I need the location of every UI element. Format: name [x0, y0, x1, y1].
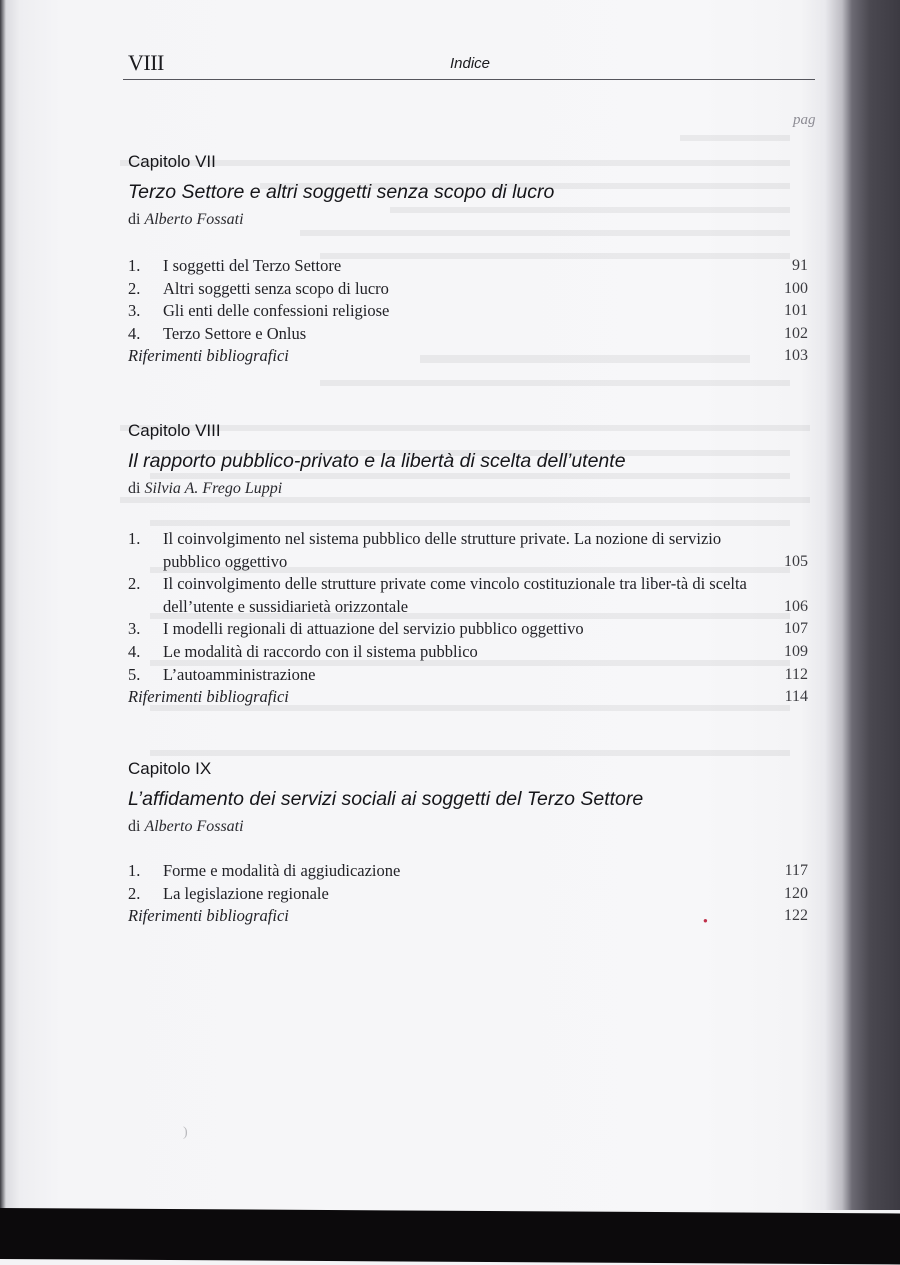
chapter-label: Capitolo VIII [128, 421, 221, 440]
running-title: Indice [449, 55, 491, 72]
toc-entry[interactable]: 1. Forme e modalità di aggiudicazione 117 [128, 860, 818, 883]
toc-entry[interactable]: 2. Il coinvolgimento delle strutture private come vincolo costituzionale tra liber-tà di scelta dell’utente e sussidiarietà orizzontale 106 [128, 573, 818, 618]
toc-references[interactable]: Riferimenti bibliografici 103 [128, 345, 818, 368]
page-ref: 103 [784, 347, 808, 365]
chapter-label: Capitolo VII [128, 152, 216, 171]
toc-entry[interactable]: 4. Terzo Settore e Onlus 102 [128, 323, 818, 346]
toc-entry[interactable]: 5. L’autoamministrazione 112 [128, 664, 818, 687]
page-number: VIII [128, 50, 164, 75]
toc-entries [128, 528, 818, 709]
page-ref: 117 [784, 862, 808, 879]
page-ref: 100 [784, 279, 808, 297]
pencil-mark: ) [183, 1125, 188, 1140]
page-ref: 120 [784, 884, 808, 902]
chapter-ix [128, 754, 818, 928]
header-rule [123, 79, 815, 80]
toc-entry[interactable]: 1. I soggetti del Terzo Settore 91 [128, 255, 818, 278]
page-ref: 106 [784, 597, 808, 615]
toc-references[interactable]: Riferimenti bibliografici 114 [128, 686, 818, 709]
chapter-title: Il rapporto pubblico-privato e la libertà di scelta dell’utente [128, 450, 626, 472]
chapter-author: di Alberto Fossati [128, 818, 244, 835]
chapter-title: L’affidamento dei servizi sociali ai soggetti del Terzo Settore [128, 788, 644, 810]
toc-entry[interactable]: 3. I modelli regionali di attuazione del servizio pubblico oggettivo 107 [128, 618, 818, 641]
page-ref: 109 [784, 642, 808, 660]
page-ref: 107 [784, 620, 808, 638]
page-ref: 102 [784, 324, 808, 342]
toc-entry[interactable]: 3. Gli enti delle confessioni religiose 101 [128, 300, 818, 323]
chapter-vii [128, 147, 818, 368]
toc-entries [128, 255, 818, 368]
scanner-edge [0, 1208, 900, 1264]
page-ref: 101 [784, 302, 808, 320]
toc-entries [128, 860, 818, 928]
toc-entry[interactable]: 4. Le modalità di raccordo con il sistema pubblico 109 [128, 641, 818, 664]
toc-entry[interactable]: 2. La legislazione regionale 120 [128, 883, 818, 906]
chapter-label: Capitolo IX [128, 759, 212, 778]
page-ref: 122 [784, 907, 808, 925]
toc-entry[interactable]: 1. Il coinvolgimento nel sistema pubblico delle strutture private. La nozione di servizio pubblico oggettivo 105 [128, 528, 818, 573]
page-ref: 105 [784, 552, 808, 570]
toc-references[interactable]: Riferimenti bibliografici 122 [128, 905, 818, 928]
ink-speck: ● [703, 916, 708, 925]
chapter-author: di Silvia A. Frego Luppi [128, 480, 283, 497]
chapter-viii [128, 416, 818, 709]
chapter-author: di Alberto Fossati [128, 211, 244, 228]
toc-entry[interactable]: 2. Altri soggetti senza scopo di lucro 100 [128, 278, 818, 301]
page-ref: 114 [784, 688, 808, 706]
page-ref: 112 [784, 665, 808, 683]
page-column-label: pag [793, 112, 816, 128]
chapter-title: Terzo Settore e altri soggetti senza scopo di lucro [128, 181, 555, 203]
page-ref: 91 [792, 257, 808, 274]
